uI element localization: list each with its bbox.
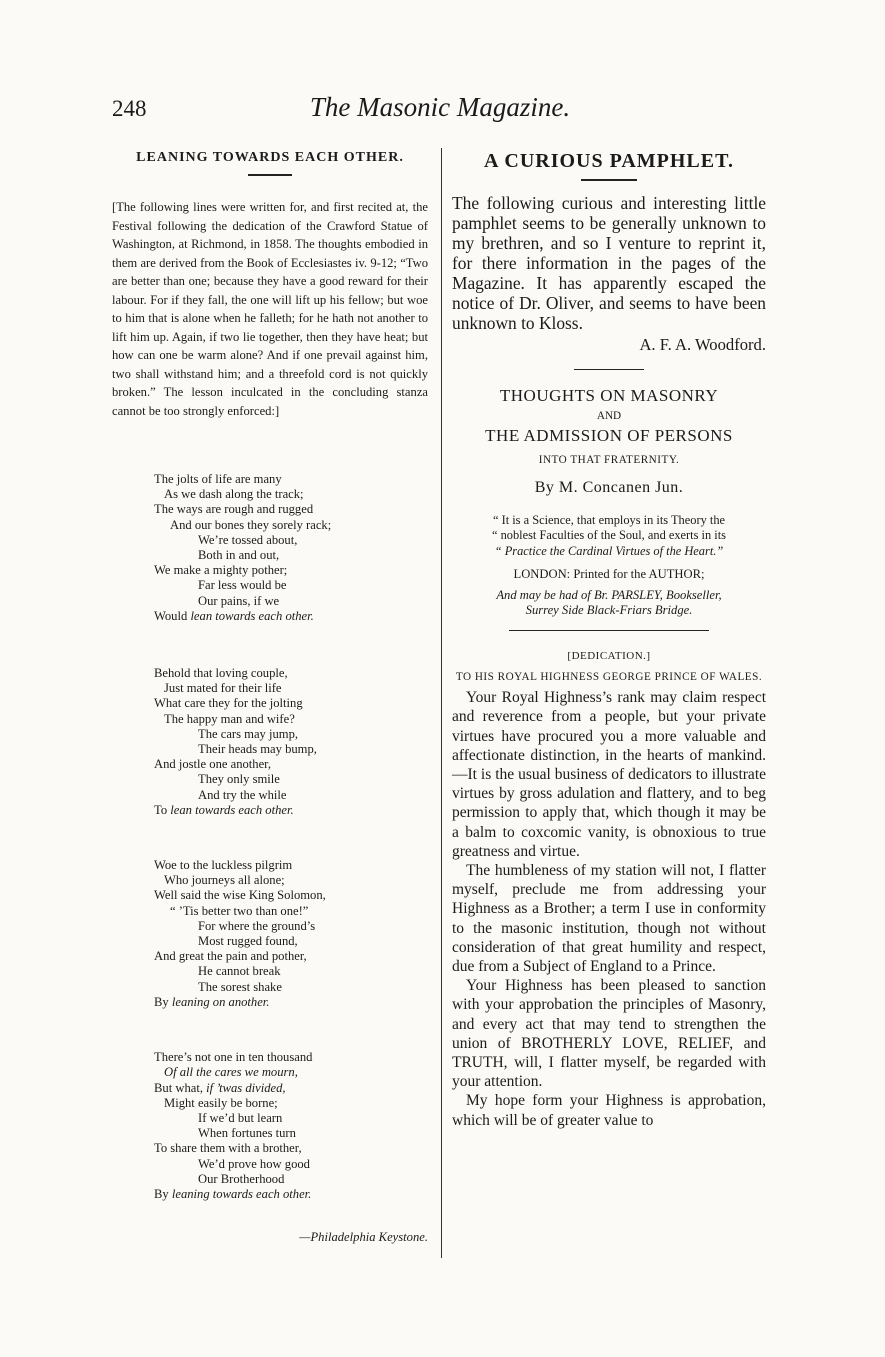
epigraph-line: “ It is a Science, that employs in its Theory the [492,513,726,527]
page-number: 248 [112,96,147,121]
verse-line: Woe to the luckless pilgrim [154,858,293,873]
verse-line: The happy man and wife? [164,711,295,726]
verse-word: By [154,994,169,1009]
verse-line [112,803,428,818]
dedication-heading: [DEDICATION.] [567,650,651,663]
verse-line: And jostle one another, [154,757,272,772]
verse-line: Just mated for their life [164,681,282,696]
verse-line: To share them with a brother, [154,1141,302,1156]
dedication-paragraph: Your Royal Highness’s rank may claim respect and reverence from a people, but your private virtues have procured you a more valuable and affectionate distinction, in the hearts of mankind.—It is the usual business of dedicators to illustrate virtues by gross adulation and flattery, and to beg permission to apply that, which though it may be a balm to coxcomic vanity, is obnoxious to true greatness and virtue. [452,689,766,860]
verse-line: Both in and out, [198,548,280,563]
epigraph-line: “ noblest Faculties of the Soul, and exerts in its [491,528,726,543]
verse-line: What care they for the jolting [154,696,303,711]
verse-refrain: lean towards each other. [190,608,314,623]
verse-line [112,995,428,1010]
bookseller-line: Surrey Side Black-Friars Bridge. [525,603,693,618]
dedication-paragraph: My hope form your Highness is approbation, which will be of greater value to [452,1092,766,1129]
title-rule [581,179,637,181]
verse-word: To [154,802,168,817]
title-rule [248,174,292,176]
verse-line: The ways are rough and rugged [154,502,314,517]
bookseller-line: And may be had of Br. PARSLEY, Bookseller, [496,588,722,603]
verse-line: Behold that loving couple, [154,666,288,681]
verse-word: But what, [154,1080,203,1095]
pamphlet-title-and: AND [596,410,622,422]
dedication-paragraph: Your Highness has been pleased to sanction with your approbation the principles of Masonry, and every act that may tend to strengthen the union of BROTHERLY LOVE, RELIEF, and TRUTH, will, I flatter myself, be regarded with your attention. [452,977,766,1091]
section-rule [574,369,644,370]
verse-refrain: lean towards each other. [170,802,294,817]
verse-refrain: leaning on another. [171,994,270,1009]
verse-line: And our bones they sorely rack; [170,517,332,532]
verse-line: Of all the cares we mourn, [164,1065,298,1080]
stanza-1 [112,472,428,624]
running-title: The Masonic Magazine. [309,92,571,122]
section-rule [509,630,709,631]
pamphlet-subtitle-2: INTO THAT FRATERNITY. [538,454,680,466]
pamphlet-author: By M. Concanen Jun. [534,479,684,496]
verse-line: Far less would be [198,578,287,593]
verse-line: And great the pain and pother, [154,949,307,964]
poem-title: LEANING TOWARDS EACH OTHER. [136,150,404,165]
stanza-2 [112,666,428,818]
epigraph-line: “ Practice the Cardinal Virtues of the Heart.” [494,543,724,558]
dedication-addressee: TO HIS ROYAL HIGHNESS GEORGE PRINCE OF WALES. [455,671,763,684]
article-intro: The following curious and interesting little pamphlet seems to be generally unknown to my brethren, and so I venture to reprint it, for there information in the pages of the Magazine. It has apparently escaped the notice of Dr. Oliver, and seems to have been unknown to Kloss. [452,193,766,333]
stanza-4 [112,1050,428,1202]
bookseller [452,588,766,618]
verse-line: Might easily be borne; [164,1095,278,1110]
verse-line: For where the ground’s [198,918,316,933]
dedication-paragraph: The humbleness of my station will not, I flatter myself, preclude me from addressing your Highness as a Brother; a term I use in conformity to the masonic institution, though not without consideration of that great humility and respect, due from a Subject of England to a Prince. [452,862,766,976]
verse-line: The jolts of life are many [154,472,282,486]
stanza-3 [112,858,428,1010]
verse-line: Well said the wise King Solomon, [154,888,326,903]
verse-line: There’s not one in ten thousand [154,1050,313,1065]
article-title: A CURIOUS PAMPHLET. [484,150,734,172]
verse-line: We make a mighty pother; [154,563,288,578]
verse-word: By [154,1186,169,1201]
poem-intro: [The following lines were written for, and first recited at, the Festival following the dedication of the Crawford Statue of Washington, at Richmond, in 1858. The thoughts embodied in them are derived from the Book of Ecclesiastes iv. 9-12; “Two are better than one; because they have a good reward for their labour. For if they fall, the one will lift up his fellow; but woe to him that is alone when he falleth; for he hath not another to lift him up. Again, if two lie together, then they have heat; but how can one be warm alone? And if one prevail against him, two shall withstand him; and a threefold cord is not quickly broken.” The lesson inculcated in the concluding stanza cannot be too strongly enforced:] [112,200,428,418]
article-author: A. F. A. Woodford. [639,335,766,354]
verse-line: Who journeys all alone; [164,873,285,888]
verse-line: We’re tossed about, [198,532,298,547]
verse-line: “ ’Tis better two than one!” [170,903,309,918]
verse-line [112,609,428,624]
verse-line: They only smile [198,772,280,787]
verse-line: He cannot break [198,964,281,979]
verse-refrain: leaning towards each other. [171,1186,312,1201]
verse-line: The cars may jump, [198,726,299,741]
imprint: LONDON: Printed for the AUTHOR; [513,567,705,582]
poem-source: —Philadelphia Keystone. [299,1230,428,1245]
verse-line [112,1081,428,1096]
verse-word: Would [154,608,188,623]
verse-line: Our pains, if we [198,593,280,608]
right-column [452,148,766,1130]
verse-line: We’d prove how good [198,1156,310,1171]
page-header [112,92,768,132]
pamphlet-title: THOUGHTS ON MASONRY [499,386,719,405]
column-divider [441,148,442,1258]
left-column [112,150,428,1245]
verse-emphasis: if ’twas divided, [206,1080,286,1095]
verse-line: When fortunes turn [198,1126,296,1141]
pamphlet-subtitle: THE ADMISSION OF PERSONS [485,426,733,445]
verse-line: Their heads may bump, [198,742,317,757]
verse-line: And try the while [198,787,287,802]
verse-line: As we dash along the track; [164,487,304,502]
verse-line: Our Brotherhood [198,1171,285,1186]
verse-line: The sorest shake [198,979,282,994]
verse-line: If we’d but learn [198,1110,283,1125]
epigraph [452,513,766,559]
verse-line: Most rugged found, [198,934,298,949]
verse-line [112,1187,428,1202]
